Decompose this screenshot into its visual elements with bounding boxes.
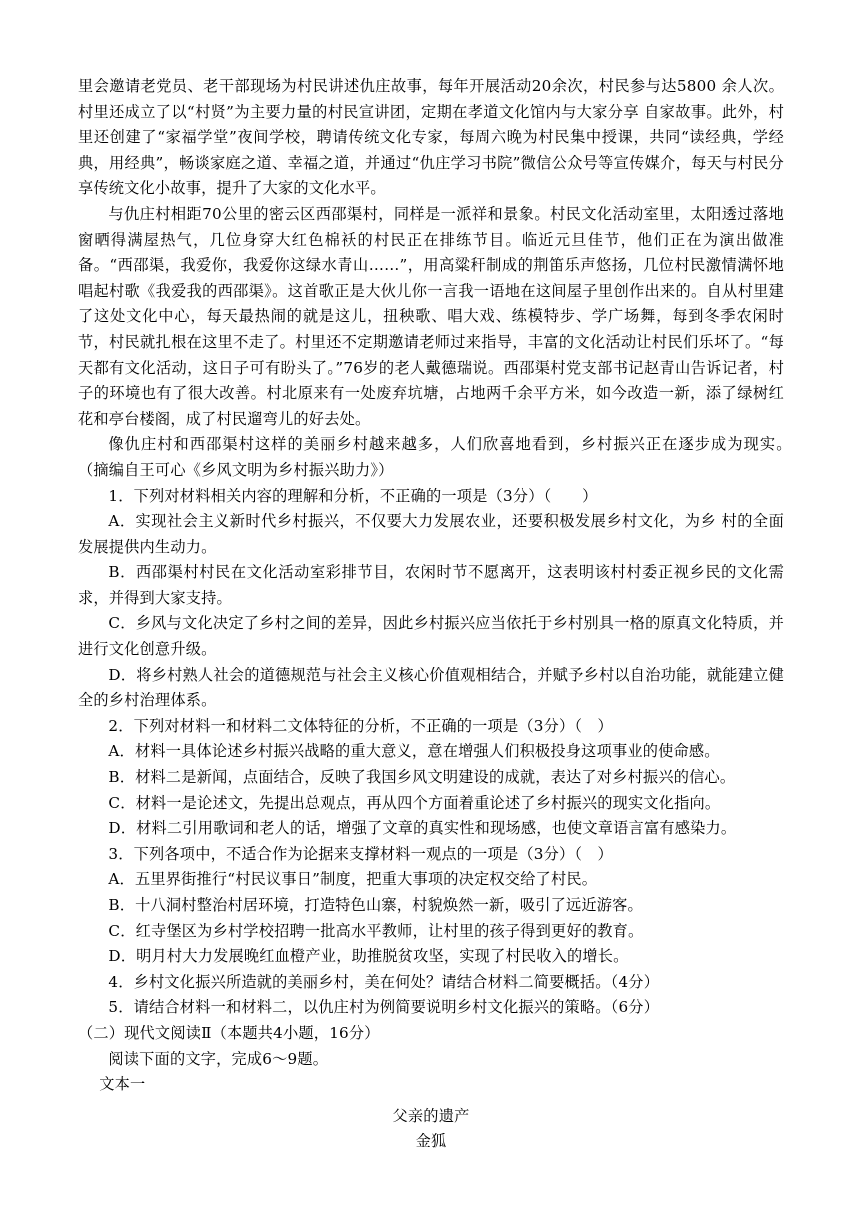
document-page [78,74,815,1155]
question-5-stem: 5．请结合材料一和材料二，以仇庄村为例简要说明乡村文化振兴的策略。（6分） [108,998,660,1017]
question-stem: 3．下列各项中，不适合作为论据来支撑材料一观点的一项是（3分）（ ） [108,844,613,863]
option-d: D．将乡村熟人社会的道德规范与社会主义核心价值观相结合，并赋予乡村以自治功能，就能建立健全的乡村治理体系。 [78,665,784,710]
option-c: C．材料一是论述文，先提出总观点，再从四个方面着重论述了乡村振兴的现实文化指向。 [108,793,721,812]
material2-paragraph-1: 里会邀请老党员、老干部现场为村民讲述仇庄故事，每年开展活动20余次，村民参与达5800 余人次。村里还成立了以“村贤”为主要力量的村民宣讲团，定期在孝道文化馆内与大家分享 自家故事。此外，村里还创建了“家福学堂”夜间学校，聘请传统文化专家，每周六晚为村民集中授课，共同“读经典，学经典，用经典”，畅谈家庭之道、幸福之道，并通过“仇庄学习书院”微信公众号等宣传媒介，每天与村民分享传统文化小故事，提升了大家的文化水平。 [78,77,784,198]
option-b: B．十八洞村整治村居环境，打造特色山寨，村貌焕然一新，吸引了远近游客。 [108,896,643,914]
text-label: 文本一 [99,1075,146,1094]
option-a: A．五里界街推行“村民议事日”制度，把重大事项的决定权交给了村民。 [108,870,598,889]
question-stem: 2．下列对材料一和材料二文体特征的分析，不正确的一项是（3分）（ ） [108,716,613,735]
article-author: 金狐 [415,1132,447,1151]
section-instruction: 阅读下面的文字，完成6～9题。 [108,1049,329,1068]
option-d: D．明月村大力发展晚红血橙产业，助推脱贫攻坚，实现了村民收入的增长。 [108,947,629,966]
option-a: A．材料一具体论述乡村振兴战略的重大意义，意在增强人们积极投身这项事业的使命感。 [108,742,720,761]
option-d: D．材料二引用歌词和老人的话，增强了文章的真实性和现场感，也使文章语言富有感染力。 [108,819,737,838]
option-b: B．西邵渠村村民在文化活动室彩排节目，农闲时节不愿离开，这表明该村村委正视乡民的文化需求，并得到大家支持。 [78,563,784,607]
question-1 [78,484,784,714]
section-heading: （二）现代文阅读Ⅱ（本题共4小题，16分） [78,1023,380,1042]
material2-paragraph-2: 与仇庄村相距70公里的密云区西邵渠村，同样是一派祥和景象。村民文化活动室里，太阳透过落地窗晒得满屋热气，几位身穿大红色棉袄的村民正在排练节目。临近元旦佳节，他们正在为演出做准备。“西邵渠，我爱你，我爱你这绿水青山……”，用高粱秆制成的荆笛乐声悠扬，几位村民激情满怀地唱起村歌《我爱我的西邵渠》。这首歌正是大伙儿你一言我一语地在这间屋子里创作出来的。自从村里建了这处文化中心，每天最热闹的就是这儿，扭秧歌、唱大戏、练模特步、学广场舞，每到冬季农闲时节，村民就扎根在这里不走了。村里还不定期邀请老师过来指导，丰富的文化活动让村民们乐坏了。“每天都有文化活动，这日子可有盼头了。”76岁的老人戴德瑞说。西邵渠村党支部书记赵青山告诉记者，村子的环境也有了很大改善。村北原来有一处废弃坑塘，占地两千余平方米，如今改造一新，添了绿树红花和亭台楼阁，成了村民遛弯儿的好去处。 [78,204,784,428]
question-4-stem: 4．乡村文化振兴所造就的美丽乡村，美在何处？请结合材料二简要概括。（4分） [108,972,660,991]
option-b: B．材料二是新闻，点面结合，反映了我国乡风文明建设的成就，表达了对乡村振兴的信心。 [108,768,736,787]
option-a: A．实现社会主义新时代乡村振兴，不仅要大力发展农业，还要积极发展乡村文化，为乡 村的全面发展提供内生动力。 [78,512,784,556]
article-title: 父亲的遗产 [392,1106,470,1125]
question-stem: 1．下列对材料相关内容的理解和分析，不正确的一项是（3分）（ ） [108,486,598,505]
material2-paragraph-3: 像仇庄村和西邵渠村这样的美丽乡村越来越多，人们欣喜地看到，乡村振兴正在逐步成为现实。 （摘编自王可心《乡风文明为乡村振兴助力》） [78,435,815,479]
option-c: C．红寺堡区为乡村学校招聘一批高水平教师，让村里的孩子得到更好的教育。 [108,921,644,940]
question-2 [78,714,784,842]
question-3 [78,842,784,970]
option-c: C．乡风与文化决定了乡村之间的差异，因此乡村振兴应当依托于乡村别具一格的原真文化特质，并进行文化创意升级。 [78,614,784,659]
